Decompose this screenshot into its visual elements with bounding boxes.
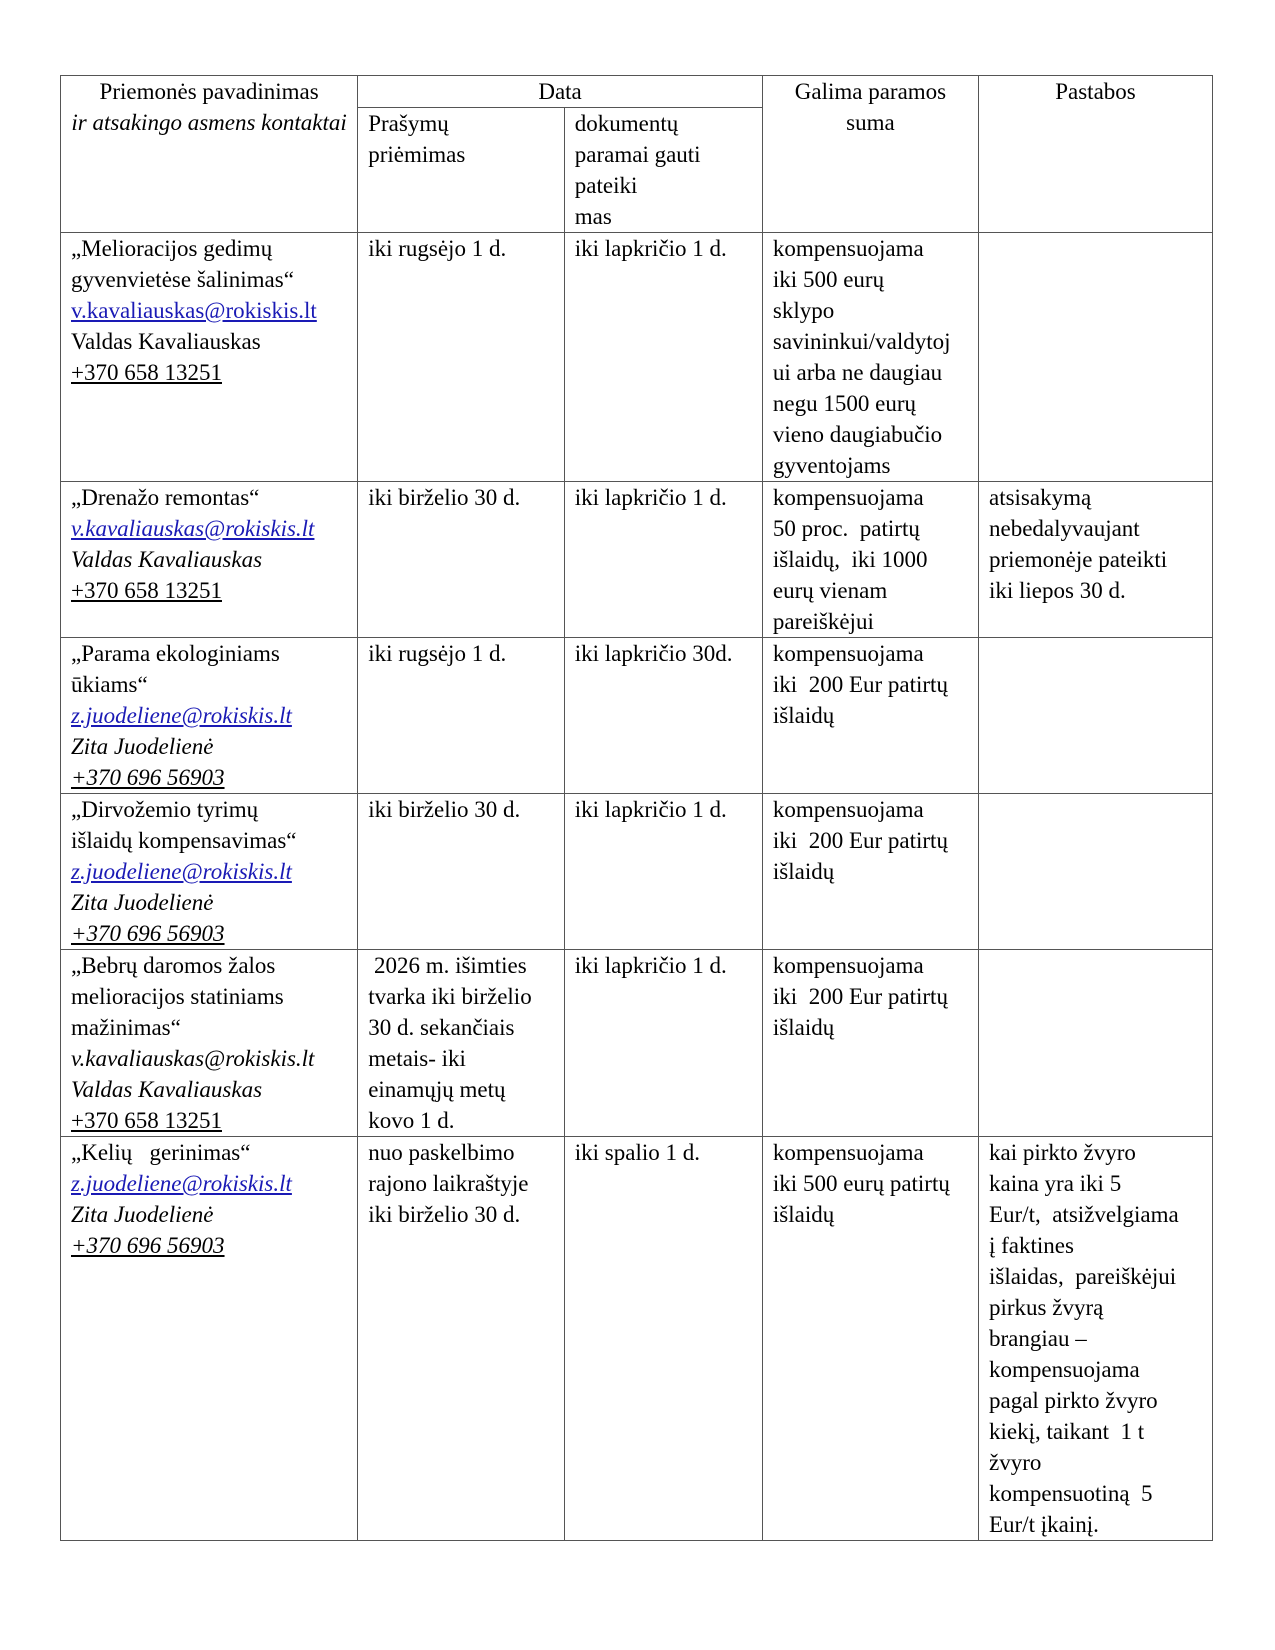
header-row: [61, 76, 1213, 108]
header-measure-name: Priemonės pavadinimas ir atsakingo asmens kontaktai: [61, 76, 358, 233]
intake-date: 2026 m. išimties tvarka iki birželio 30 d. sekančiais metais- iki einamųjų metų kovo 1 d.: [358, 950, 565, 1137]
notes: [978, 950, 1212, 1137]
documents-date: iki lapkričio 1 d.: [564, 794, 762, 950]
documents-date: iki lapkričio 30d.: [564, 638, 762, 794]
header-date: Data: [358, 76, 763, 108]
intake-date: nuo paskelbimo rajono laikraštyje iki birželio 30 d.: [358, 1137, 565, 1541]
contact-person: Zita Juodelienė: [71, 734, 214, 759]
support-measures-table: [60, 75, 1213, 1541]
table-row: [61, 794, 1213, 950]
measure-cell: [61, 1137, 358, 1541]
contact-phone: +370 696 56903: [71, 921, 225, 946]
support-sum: kompensuojama 50 proc. patirtų išlaidų, iki 1000 eurų vienam pareiškėjui: [762, 482, 978, 638]
measure-cell: [61, 638, 358, 794]
header-support-sum: Galima paramos suma: [762, 76, 978, 233]
table-row: [61, 233, 1213, 482]
contact-email[interactable]: v.kavaliauskas@rokiskis.lt: [71, 298, 317, 323]
contact-phone: +370 696 56903: [71, 765, 225, 790]
measure-name: „Melioracijos gedimų gyvenvietėse šalinimas“: [71, 236, 294, 292]
support-sum: kompensuojama iki 200 Eur patirtų išlaidų: [762, 950, 978, 1137]
intake-date: iki rugsėjo 1 d.: [358, 638, 565, 794]
table-row: [61, 482, 1213, 638]
contact-person: Valdas Kavaliauskas: [71, 329, 261, 354]
contact-person: Valdas Kavaliauskas: [71, 547, 263, 572]
measure-cell: [61, 794, 358, 950]
contact-phone: +370 658 13251: [71, 578, 222, 603]
header-documents: dokumentų paramai gauti pateiki mas: [564, 108, 762, 233]
table-row: [61, 950, 1213, 1137]
notes: [978, 638, 1212, 794]
contact-phone: +370 658 13251: [71, 1108, 222, 1133]
contact-person: Valdas Kavaliauskas: [71, 1077, 263, 1102]
contact-email[interactable]: z.juodeliene@rokiskis.lt: [71, 703, 292, 728]
intake-date: iki birželio 30 d.: [358, 794, 565, 950]
header-intake: Prašymų priėmimas: [358, 108, 565, 233]
notes: [978, 794, 1212, 950]
support-sum: kompensuojama iki 500 eurų patirtų išlaidų: [762, 1137, 978, 1541]
measure-name: „Parama ekologiniams ūkiams“: [71, 641, 280, 697]
measure-name: „Drenažo remontas“: [71, 485, 260, 510]
support-sum: kompensuojama iki 200 Eur patirtų išlaidų: [762, 638, 978, 794]
measure-cell: [61, 233, 358, 482]
measure-name: „Bebrų daromos žalos melioracijos statiniams mažinimas“: [71, 953, 284, 1040]
measure-cell: [61, 950, 358, 1137]
contact-email[interactable]: v.kavaliauskas@rokiskis.lt: [71, 1046, 315, 1071]
header-notes: Pastabos: [978, 76, 1212, 233]
contact-email[interactable]: z.juodeliene@rokiskis.lt: [71, 1171, 292, 1196]
documents-date: iki lapkričio 1 d.: [564, 482, 762, 638]
table-row: [61, 1137, 1213, 1541]
notes: [978, 233, 1212, 482]
intake-date: iki rugsėjo 1 d.: [358, 233, 565, 482]
notes: kai pirkto žvyro kaina yra iki 5 Eur/t, atsižvelgiama į faktines išlaidas, pareiškėjui pirkus žvyrą brangiau – kompensuojama pagal pirkto žvyro kiekį, taikant 1 t žvyro kompensuotiną 5 Eur/t įkainį.: [978, 1137, 1212, 1541]
notes: atsisakymą nebedalyvaujant priemonėje pateikti iki liepos 30 d.: [978, 482, 1212, 638]
documents-date: iki lapkričio 1 d.: [564, 233, 762, 482]
contact-phone: +370 658 13251: [71, 360, 222, 385]
documents-date: iki spalio 1 d.: [564, 1137, 762, 1541]
support-sum: kompensuojama iki 500 eurų sklypo savininkui/valdytoj ui arba ne daugiau negu 1500 eurų vieno daugiabučio gyventojams: [762, 233, 978, 482]
measure-name: „Kelių gerinimas“: [71, 1140, 251, 1165]
contact-person: Zita Juodelienė: [71, 1202, 214, 1227]
support-sum: kompensuojama iki 200 Eur patirtų išlaidų: [762, 794, 978, 950]
contact-email[interactable]: v.kavaliauskas@rokiskis.lt: [71, 516, 315, 541]
intake-date: iki birželio 30 d.: [358, 482, 565, 638]
contact-email[interactable]: z.juodeliene@rokiskis.lt: [71, 859, 292, 884]
measure-name: „Dirvožemio tyrimų išlaidų kompensavimas“: [71, 797, 297, 853]
header-measure-subtitle: ir atsakingo asmens kontaktai: [71, 110, 347, 135]
contact-person: Zita Juodelienė: [71, 890, 214, 915]
contact-phone: +370 696 56903: [71, 1233, 225, 1258]
measure-cell: [61, 482, 358, 638]
table-row: [61, 638, 1213, 794]
documents-date: iki lapkričio 1 d.: [564, 950, 762, 1137]
